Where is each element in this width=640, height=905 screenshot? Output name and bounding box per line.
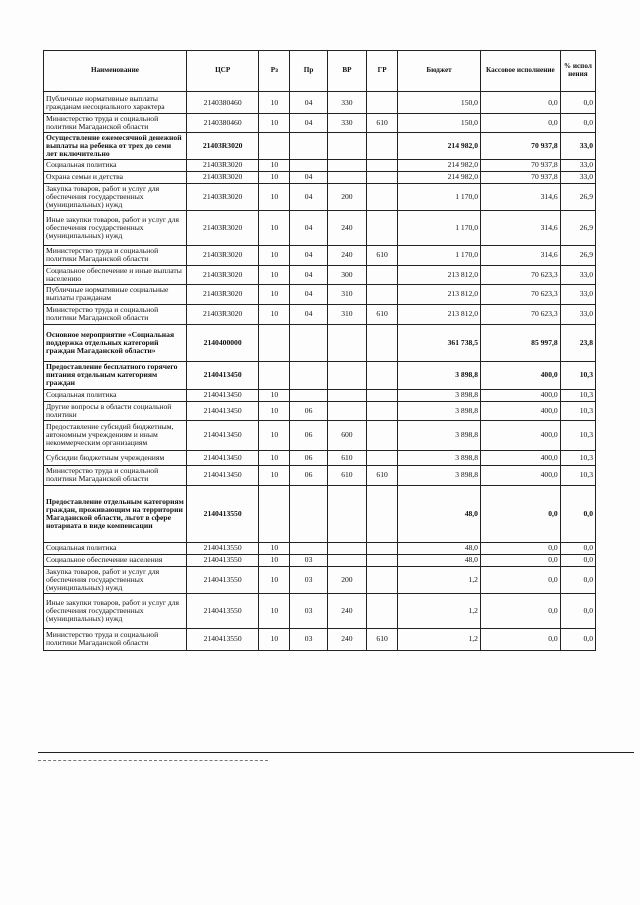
row-vr-cell: 240 <box>327 245 366 265</box>
row-budget-cell: 1 170,0 <box>398 210 481 245</box>
header-pct: % испол нения <box>560 51 595 92</box>
row-name-cell: Иные закупки товаров, работ и услуг для обеспечения государственных (муниципальных) нужд <box>44 210 187 245</box>
table-row <box>44 159 596 171</box>
row-kass-cell: 0,0 <box>480 554 560 566</box>
row-name-cell: Министерство труда и социальной политики Магаданской области <box>44 114 187 133</box>
table-header-row <box>44 51 596 92</box>
row-kass-cell: 70 937,8 <box>480 171 560 183</box>
row-gr-cell <box>367 159 398 171</box>
row-csr-cell: 2140413550 <box>186 566 258 593</box>
row-gr-cell <box>367 171 398 183</box>
row-name-cell: Социальная политика <box>44 389 187 401</box>
header-gr: ГР <box>367 51 398 92</box>
table-row <box>44 324 596 361</box>
row-pct-cell: 10,3 <box>560 401 595 420</box>
row-pct-cell: 0,0 <box>560 114 595 133</box>
row-csr-cell: 2140380460 <box>186 92 258 114</box>
row-rz-cell: 10 <box>259 593 290 628</box>
row-budget-cell: 150,0 <box>398 114 481 133</box>
row-budget-cell: 213 812,0 <box>398 284 481 304</box>
row-csr-cell: 2140413550 <box>186 593 258 628</box>
row-csr-cell: 21403R3020 <box>186 132 258 159</box>
table-row <box>44 171 596 183</box>
table-row <box>44 361 596 389</box>
table-row <box>44 554 596 566</box>
row-budget-cell: 214 982,0 <box>398 159 481 171</box>
row-csr-cell: 2140413450 <box>186 465 258 485</box>
row-pct-cell: 23,8 <box>560 324 595 361</box>
row-vr-cell: 330 <box>327 114 366 133</box>
row-name-cell: Иные закупки товаров, работ и услуг для обеспечения государственных (муниципальных) нужд <box>44 593 187 628</box>
row-csr-cell: 2140413450 <box>186 401 258 420</box>
row-budget-cell: 1 170,0 <box>398 245 481 265</box>
row-pr-cell: 03 <box>290 593 327 628</box>
row-vr-cell: 310 <box>327 304 366 324</box>
row-name-cell: Предоставление отдельным категориям граждан, проживающим на территории Магаданской области, льгот в сфере нотариата в виде компенсации <box>44 485 187 542</box>
table-row <box>44 284 596 304</box>
row-csr-cell: 2140400000 <box>186 324 258 361</box>
row-gr-cell <box>367 450 398 465</box>
row-pr-cell: 06 <box>290 465 327 485</box>
row-pct-cell: 10,3 <box>560 420 595 450</box>
row-name-cell: Социальное обеспечение населения <box>44 554 187 566</box>
row-vr-cell: 610 <box>327 465 366 485</box>
row-pct-cell: 26,9 <box>560 183 595 210</box>
row-rz-cell: 10 <box>259 159 290 171</box>
row-rz-cell: 10 <box>259 183 290 210</box>
row-kass-cell: 85 997,8 <box>480 324 560 361</box>
row-rz-cell: 10 <box>259 465 290 485</box>
row-pct-cell: 0,0 <box>560 542 595 554</box>
row-pct-cell: 0,0 <box>560 566 595 593</box>
row-pr-cell: 04 <box>290 284 327 304</box>
table-row <box>44 450 596 465</box>
row-budget-cell: 213 812,0 <box>398 265 481 284</box>
row-csr-cell: 21403R3020 <box>186 210 258 245</box>
row-pct-cell: 33,0 <box>560 304 595 324</box>
row-budget-cell: 3 898,8 <box>398 361 481 389</box>
table-row <box>44 183 596 210</box>
row-csr-cell: 21403R3020 <box>186 245 258 265</box>
row-gr-cell: 610 <box>367 465 398 485</box>
header-kass: Кассовое исполнение <box>480 51 560 92</box>
row-kass-cell: 70 623,3 <box>480 265 560 284</box>
row-gr-cell <box>367 265 398 284</box>
row-rz-cell: 10 <box>259 114 290 133</box>
row-rz-cell: 10 <box>259 628 290 650</box>
row-gr-cell <box>367 566 398 593</box>
row-rz-cell <box>259 485 290 542</box>
row-kass-cell: 0,0 <box>480 92 560 114</box>
row-csr-cell: 2140413450 <box>186 389 258 401</box>
row-name-cell: Другие вопросы в области социальной политики <box>44 401 187 420</box>
row-rz-cell <box>259 361 290 389</box>
row-rz-cell: 10 <box>259 554 290 566</box>
row-name-cell: Основное мероприятие «Социальная поддержка отдельных категорий граждан Магаданской области» <box>44 324 187 361</box>
row-vr-cell <box>327 485 366 542</box>
table-row <box>44 114 596 133</box>
row-pr-cell <box>290 159 327 171</box>
row-rz-cell: 10 <box>259 171 290 183</box>
row-pct-cell: 0,0 <box>560 628 595 650</box>
row-rz-cell <box>259 132 290 159</box>
row-pct-cell: 0,0 <box>560 593 595 628</box>
row-pr-cell: 04 <box>290 210 327 245</box>
row-csr-cell: 2140413450 <box>186 450 258 465</box>
row-rz-cell: 10 <box>259 284 290 304</box>
row-budget-cell: 3 898,8 <box>398 420 481 450</box>
row-vr-cell <box>327 542 366 554</box>
table-row <box>44 92 596 114</box>
row-vr-cell <box>327 159 366 171</box>
table-row <box>44 304 596 324</box>
row-pct-cell: 0,0 <box>560 554 595 566</box>
header-name: Наименование <box>44 51 187 92</box>
row-pr-cell <box>290 132 327 159</box>
row-csr-cell: 21403R3020 <box>186 265 258 284</box>
row-budget-cell: 1,2 <box>398 593 481 628</box>
row-vr-cell: 200 <box>327 566 366 593</box>
table-row <box>44 465 596 485</box>
row-gr-cell <box>367 389 398 401</box>
row-csr-cell: 2140413450 <box>186 361 258 389</box>
row-vr-cell <box>327 171 366 183</box>
row-kass-cell: 0,0 <box>480 593 560 628</box>
row-budget-cell: 3 898,8 <box>398 465 481 485</box>
row-kass-cell: 0,0 <box>480 566 560 593</box>
page-bottom-rule <box>38 752 634 753</box>
row-gr-cell <box>367 210 398 245</box>
row-rz-cell: 10 <box>259 420 290 450</box>
row-pct-cell: 0,0 <box>560 485 595 542</box>
row-vr-cell: 330 <box>327 92 366 114</box>
table-row <box>44 401 596 420</box>
row-kass-cell: 0,0 <box>480 628 560 650</box>
row-pr-cell: 04 <box>290 171 327 183</box>
row-csr-cell: 21403R3020 <box>186 171 258 183</box>
table-body <box>44 92 596 651</box>
row-pr-cell: 04 <box>290 92 327 114</box>
row-name-cell: Министерство труда и социальной политики Магаданской области <box>44 304 187 324</box>
header-rz: Рз <box>259 51 290 92</box>
row-pr-cell: 03 <box>290 554 327 566</box>
row-budget-cell: 48,0 <box>398 542 481 554</box>
row-csr-cell: 2140413550 <box>186 485 258 542</box>
row-pct-cell: 33,0 <box>560 171 595 183</box>
row-budget-cell: 3 898,8 <box>398 401 481 420</box>
table-row <box>44 245 596 265</box>
header-csr: ЦСР <box>186 51 258 92</box>
row-pct-cell: 0,0 <box>560 92 595 114</box>
row-budget-cell: 214 982,0 <box>398 132 481 159</box>
row-rz-cell: 10 <box>259 210 290 245</box>
row-vr-cell: 610 <box>327 450 366 465</box>
row-budget-cell: 48,0 <box>398 554 481 566</box>
row-gr-cell: 610 <box>367 245 398 265</box>
table-row <box>44 593 596 628</box>
row-kass-cell: 314,6 <box>480 245 560 265</box>
row-budget-cell: 48,0 <box>398 485 481 542</box>
row-budget-cell: 1,2 <box>398 566 481 593</box>
row-rz-cell: 10 <box>259 450 290 465</box>
table-row <box>44 210 596 245</box>
row-gr-cell <box>367 485 398 542</box>
row-name-cell: Осуществление ежемесячной денежной выплаты на ребенка от трех до семи лет включительно <box>44 132 187 159</box>
header-budget: Бюджет <box>398 51 481 92</box>
row-pct-cell: 10,3 <box>560 450 595 465</box>
row-vr-cell <box>327 389 366 401</box>
row-vr-cell: 240 <box>327 593 366 628</box>
row-vr-cell: 600 <box>327 420 366 450</box>
row-gr-cell: 610 <box>367 628 398 650</box>
row-kass-cell: 314,6 <box>480 210 560 245</box>
row-kass-cell: 0,0 <box>480 542 560 554</box>
row-pr-cell <box>290 389 327 401</box>
table-row <box>44 420 596 450</box>
row-kass-cell: 70 937,8 <box>480 159 560 171</box>
row-gr-cell <box>367 593 398 628</box>
row-pct-cell: 26,9 <box>560 210 595 245</box>
row-name-cell: Предоставление бесплатного горячего питания отдельным категориям граждан <box>44 361 187 389</box>
row-pr-cell: 04 <box>290 183 327 210</box>
table-row <box>44 389 596 401</box>
row-csr-cell: 2140413550 <box>186 628 258 650</box>
row-name-cell: Социальное обеспечение и иные выплаты населению <box>44 265 187 284</box>
row-name-cell: Предоставление субсидий бюджетным, автономным учреждениям и иным некоммерческим организациям <box>44 420 187 450</box>
page-bottom-dash <box>38 760 268 761</box>
table-row <box>44 132 596 159</box>
row-csr-cell: 21403R3020 <box>186 183 258 210</box>
row-name-cell: Социальная политика <box>44 542 187 554</box>
row-vr-cell <box>327 401 366 420</box>
table-row <box>44 265 596 284</box>
row-budget-cell: 150,0 <box>398 92 481 114</box>
row-kass-cell: 400,0 <box>480 420 560 450</box>
header-pr: Пр <box>290 51 327 92</box>
row-pr-cell <box>290 485 327 542</box>
row-pct-cell: 33,0 <box>560 159 595 171</box>
row-kass-cell: 400,0 <box>480 401 560 420</box>
row-name-cell: Публичные нормативные социальные выплаты гражданам <box>44 284 187 304</box>
row-rz-cell: 10 <box>259 304 290 324</box>
row-pr-cell <box>290 324 327 361</box>
row-gr-cell: 610 <box>367 114 398 133</box>
row-kass-cell: 0,0 <box>480 114 560 133</box>
row-csr-cell: 21403R3020 <box>186 304 258 324</box>
row-rz-cell: 10 <box>259 265 290 284</box>
row-csr-cell: 2140413550 <box>186 554 258 566</box>
row-budget-cell: 214 982,0 <box>398 171 481 183</box>
row-pct-cell: 10,3 <box>560 361 595 389</box>
row-gr-cell <box>367 92 398 114</box>
row-gr-cell: 610 <box>367 304 398 324</box>
row-rz-cell <box>259 324 290 361</box>
row-csr-cell: 2140413550 <box>186 542 258 554</box>
row-name-cell: Публичные нормативные выплаты гражданам несоциального характера <box>44 92 187 114</box>
row-kass-cell: 70 623,3 <box>480 284 560 304</box>
row-name-cell: Социальная политика <box>44 159 187 171</box>
row-kass-cell: 400,0 <box>480 450 560 465</box>
table-row <box>44 628 596 650</box>
row-vr-cell <box>327 132 366 159</box>
row-pr-cell: 03 <box>290 628 327 650</box>
row-vr-cell <box>327 554 366 566</box>
row-kass-cell: 0,0 <box>480 485 560 542</box>
row-pct-cell: 33,0 <box>560 132 595 159</box>
row-name-cell: Субсидии бюджетным учреждениям <box>44 450 187 465</box>
row-vr-cell: 310 <box>327 284 366 304</box>
row-budget-cell: 1 170,0 <box>398 183 481 210</box>
row-pr-cell: 06 <box>290 401 327 420</box>
row-pct-cell: 10,3 <box>560 389 595 401</box>
header-vr: ВР <box>327 51 366 92</box>
row-gr-cell <box>367 420 398 450</box>
row-rz-cell: 10 <box>259 401 290 420</box>
row-pr-cell: 04 <box>290 245 327 265</box>
row-csr-cell: 21403R3020 <box>186 159 258 171</box>
row-vr-cell: 200 <box>327 183 366 210</box>
row-kass-cell: 400,0 <box>480 361 560 389</box>
row-kass-cell: 70 623,3 <box>480 304 560 324</box>
row-csr-cell: 2140380460 <box>186 114 258 133</box>
row-gr-cell <box>367 401 398 420</box>
table-row <box>44 542 596 554</box>
table-row <box>44 485 596 542</box>
row-name-cell: Закупка товаров, работ и услуг для обеспечения государственных (муниципальных) нужд <box>44 566 187 593</box>
row-pr-cell: 06 <box>290 450 327 465</box>
row-kass-cell: 314,6 <box>480 183 560 210</box>
row-pr-cell: 04 <box>290 265 327 284</box>
row-budget-cell: 3 898,8 <box>398 389 481 401</box>
row-budget-cell: 1,2 <box>398 628 481 650</box>
row-rz-cell: 10 <box>259 389 290 401</box>
row-name-cell: Министерство труда и социальной политики Магаданской области <box>44 465 187 485</box>
row-rz-cell: 10 <box>259 566 290 593</box>
table-row <box>44 566 596 593</box>
row-budget-cell: 213 812,0 <box>398 304 481 324</box>
row-name-cell: Закупка товаров, работ и услуг для обеспечения государственных (муниципальных) нужд <box>44 183 187 210</box>
row-vr-cell <box>327 361 366 389</box>
row-csr-cell: 21403R3020 <box>186 284 258 304</box>
row-vr-cell: 300 <box>327 265 366 284</box>
row-pct-cell: 33,0 <box>560 284 595 304</box>
row-vr-cell: 240 <box>327 628 366 650</box>
row-pr-cell: 06 <box>290 420 327 450</box>
row-csr-cell: 2140413450 <box>186 420 258 450</box>
row-gr-cell <box>367 361 398 389</box>
row-kass-cell: 400,0 <box>480 389 560 401</box>
row-vr-cell: 240 <box>327 210 366 245</box>
row-name-cell: Охрана семьи и детства <box>44 171 187 183</box>
row-vr-cell <box>327 324 366 361</box>
row-gr-cell <box>367 542 398 554</box>
row-pct-cell: 10,3 <box>560 465 595 485</box>
row-budget-cell: 361 738,5 <box>398 324 481 361</box>
row-gr-cell <box>367 554 398 566</box>
row-gr-cell <box>367 183 398 210</box>
row-kass-cell: 400,0 <box>480 465 560 485</box>
row-gr-cell <box>367 284 398 304</box>
row-kass-cell: 70 937,8 <box>480 132 560 159</box>
row-gr-cell <box>367 132 398 159</box>
row-pct-cell: 33,0 <box>560 265 595 284</box>
row-gr-cell <box>367 324 398 361</box>
row-pr-cell <box>290 542 327 554</box>
row-name-cell: Министерство труда и социальной политики Магаданской области <box>44 628 187 650</box>
row-pr-cell: 04 <box>290 304 327 324</box>
budget-table <box>43 50 596 651</box>
row-rz-cell: 10 <box>259 542 290 554</box>
row-pct-cell: 26,9 <box>560 245 595 265</box>
row-pr-cell: 03 <box>290 566 327 593</box>
row-name-cell: Министерство труда и социальной политики Магаданской области <box>44 245 187 265</box>
row-pr-cell: 04 <box>290 114 327 133</box>
row-rz-cell: 10 <box>259 92 290 114</box>
row-pr-cell <box>290 361 327 389</box>
row-budget-cell: 3 898,8 <box>398 450 481 465</box>
row-rz-cell: 10 <box>259 245 290 265</box>
